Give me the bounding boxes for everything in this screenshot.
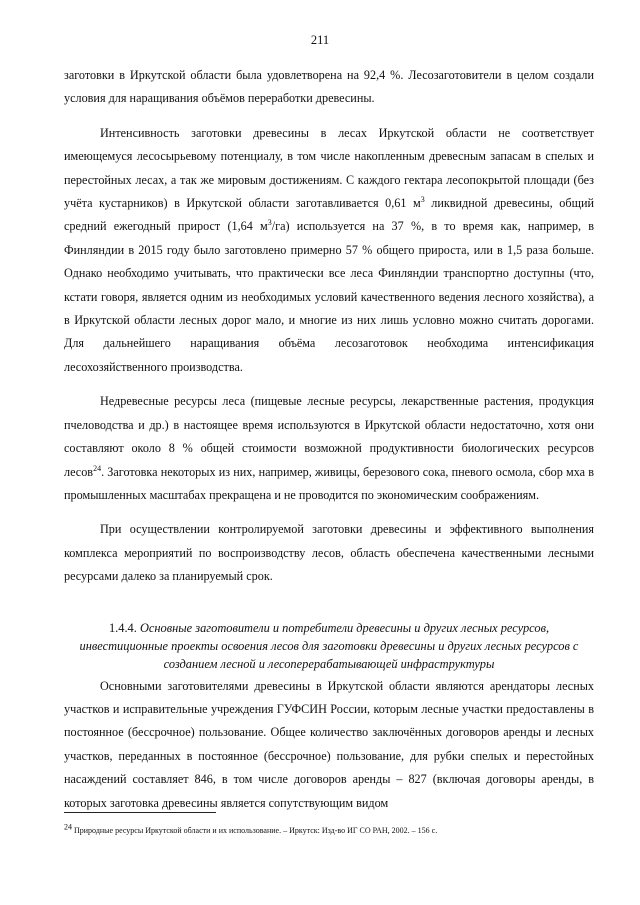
paragraph-5: Основными заготовителями древесины в Иркутской области являются арендаторы лесных участков и исправительные учреждения ГУФСИН России, которым лесные участки предоставлены в постоянное (бессрочное) пользование. Общее количество заключённых договоров аренды и лесных участков, переданных в постоянное (бессрочное) пользование, для рубки спелых и перестойных насаждений составляет 846, в том числе договоров аренды – 827 (включая договоры аренды, в которых заготовка древесины является сопутствующим видом [64, 678, 594, 810]
footnote-text: Природные ресурсы Иркутской области и их использование. – Иркутск: Изд-во ИГ СО РАН, 2002. – 156 с. [72, 826, 438, 835]
footnote-number: 24 [64, 822, 72, 832]
page-number: 211 [310, 33, 330, 47]
paragraph-2: Интенсивность заготовки древесины в лесах Иркутской области не соответствует имеющемуся лесосырьевому потенциалу, в том числе накопленным древесным запасам в спелых и перестойных лесах, а так же мировым достижениям. С каждого гектара лесопокрытой площади (без учёта кустарников) в Иркутской области заготавливается 0,61 $м^3$ ликвидной древесины, общий средний ежегодный прирост (1,64 $м^3/га$) используется на 37 %, в то время как, например, в Финляндии в 2015 году было заготовлено примерно 57 % общего прироста, или в 1,5 раза больше. Однако необходимо учитывать, что практически все леса Финляндии транспортно доступны (что, кстати говоря, является одним из необходимых условий качественного ведения лесного хозяйства), а в Иркутской области лесных дорог мало, и многие из них лишь условно можно считать дорогами. Для дальнейшего наращивания объёма лесозаготовок необходима интенсификация лесохозяйственного производства. [64, 125, 594, 374]
paragraph-3: Недревесные ресурсы леса (пищевые лесные ресурсы, лекарственные растения, продукция пчеловодства и др.) в настоящее время используются в Иркутской области недостаточно, хотя они составляют около 8 % общей стоимости возможной продуктивности биологических ресурсов лесов$^{24}$. Заготовка некоторых из них, например, живицы, березового сока, пневого осмола, сбор мха в промышленных масштабах прекращена и не проводится по экономическим соображениям. [64, 394, 594, 502]
paragraph-1: заготовки в Иркутской области была удовлетворена на 92,4 %. Лесозаготовители в целом создали условия для наращивания объёмов переработки древесины. [64, 68, 594, 106]
page-body [64, 64, 594, 815]
section-title: Основные заготовители и потребители древесины и других лесных ресурсов, инвестиционные проекты освоения лесов для заготовки древесины и других лесных ресурсов с созданием лесной и лесоперерабатывающей инфраструктуры [79, 620, 579, 671]
footnote-separator [64, 812, 216, 813]
paragraph-4: При осуществлении контролируемой заготовки древесины и эффективного выполнения комплекса мероприятий по воспроизводству лесов, область обеспечена качественными лесными ресурсами далеко за планируемый срок. [64, 522, 594, 584]
footnote [64, 822, 594, 836]
footnote-reference: 24 [93, 463, 102, 473]
section-number: 1.4.4. [108, 620, 137, 635]
section-heading [64, 619, 594, 673]
